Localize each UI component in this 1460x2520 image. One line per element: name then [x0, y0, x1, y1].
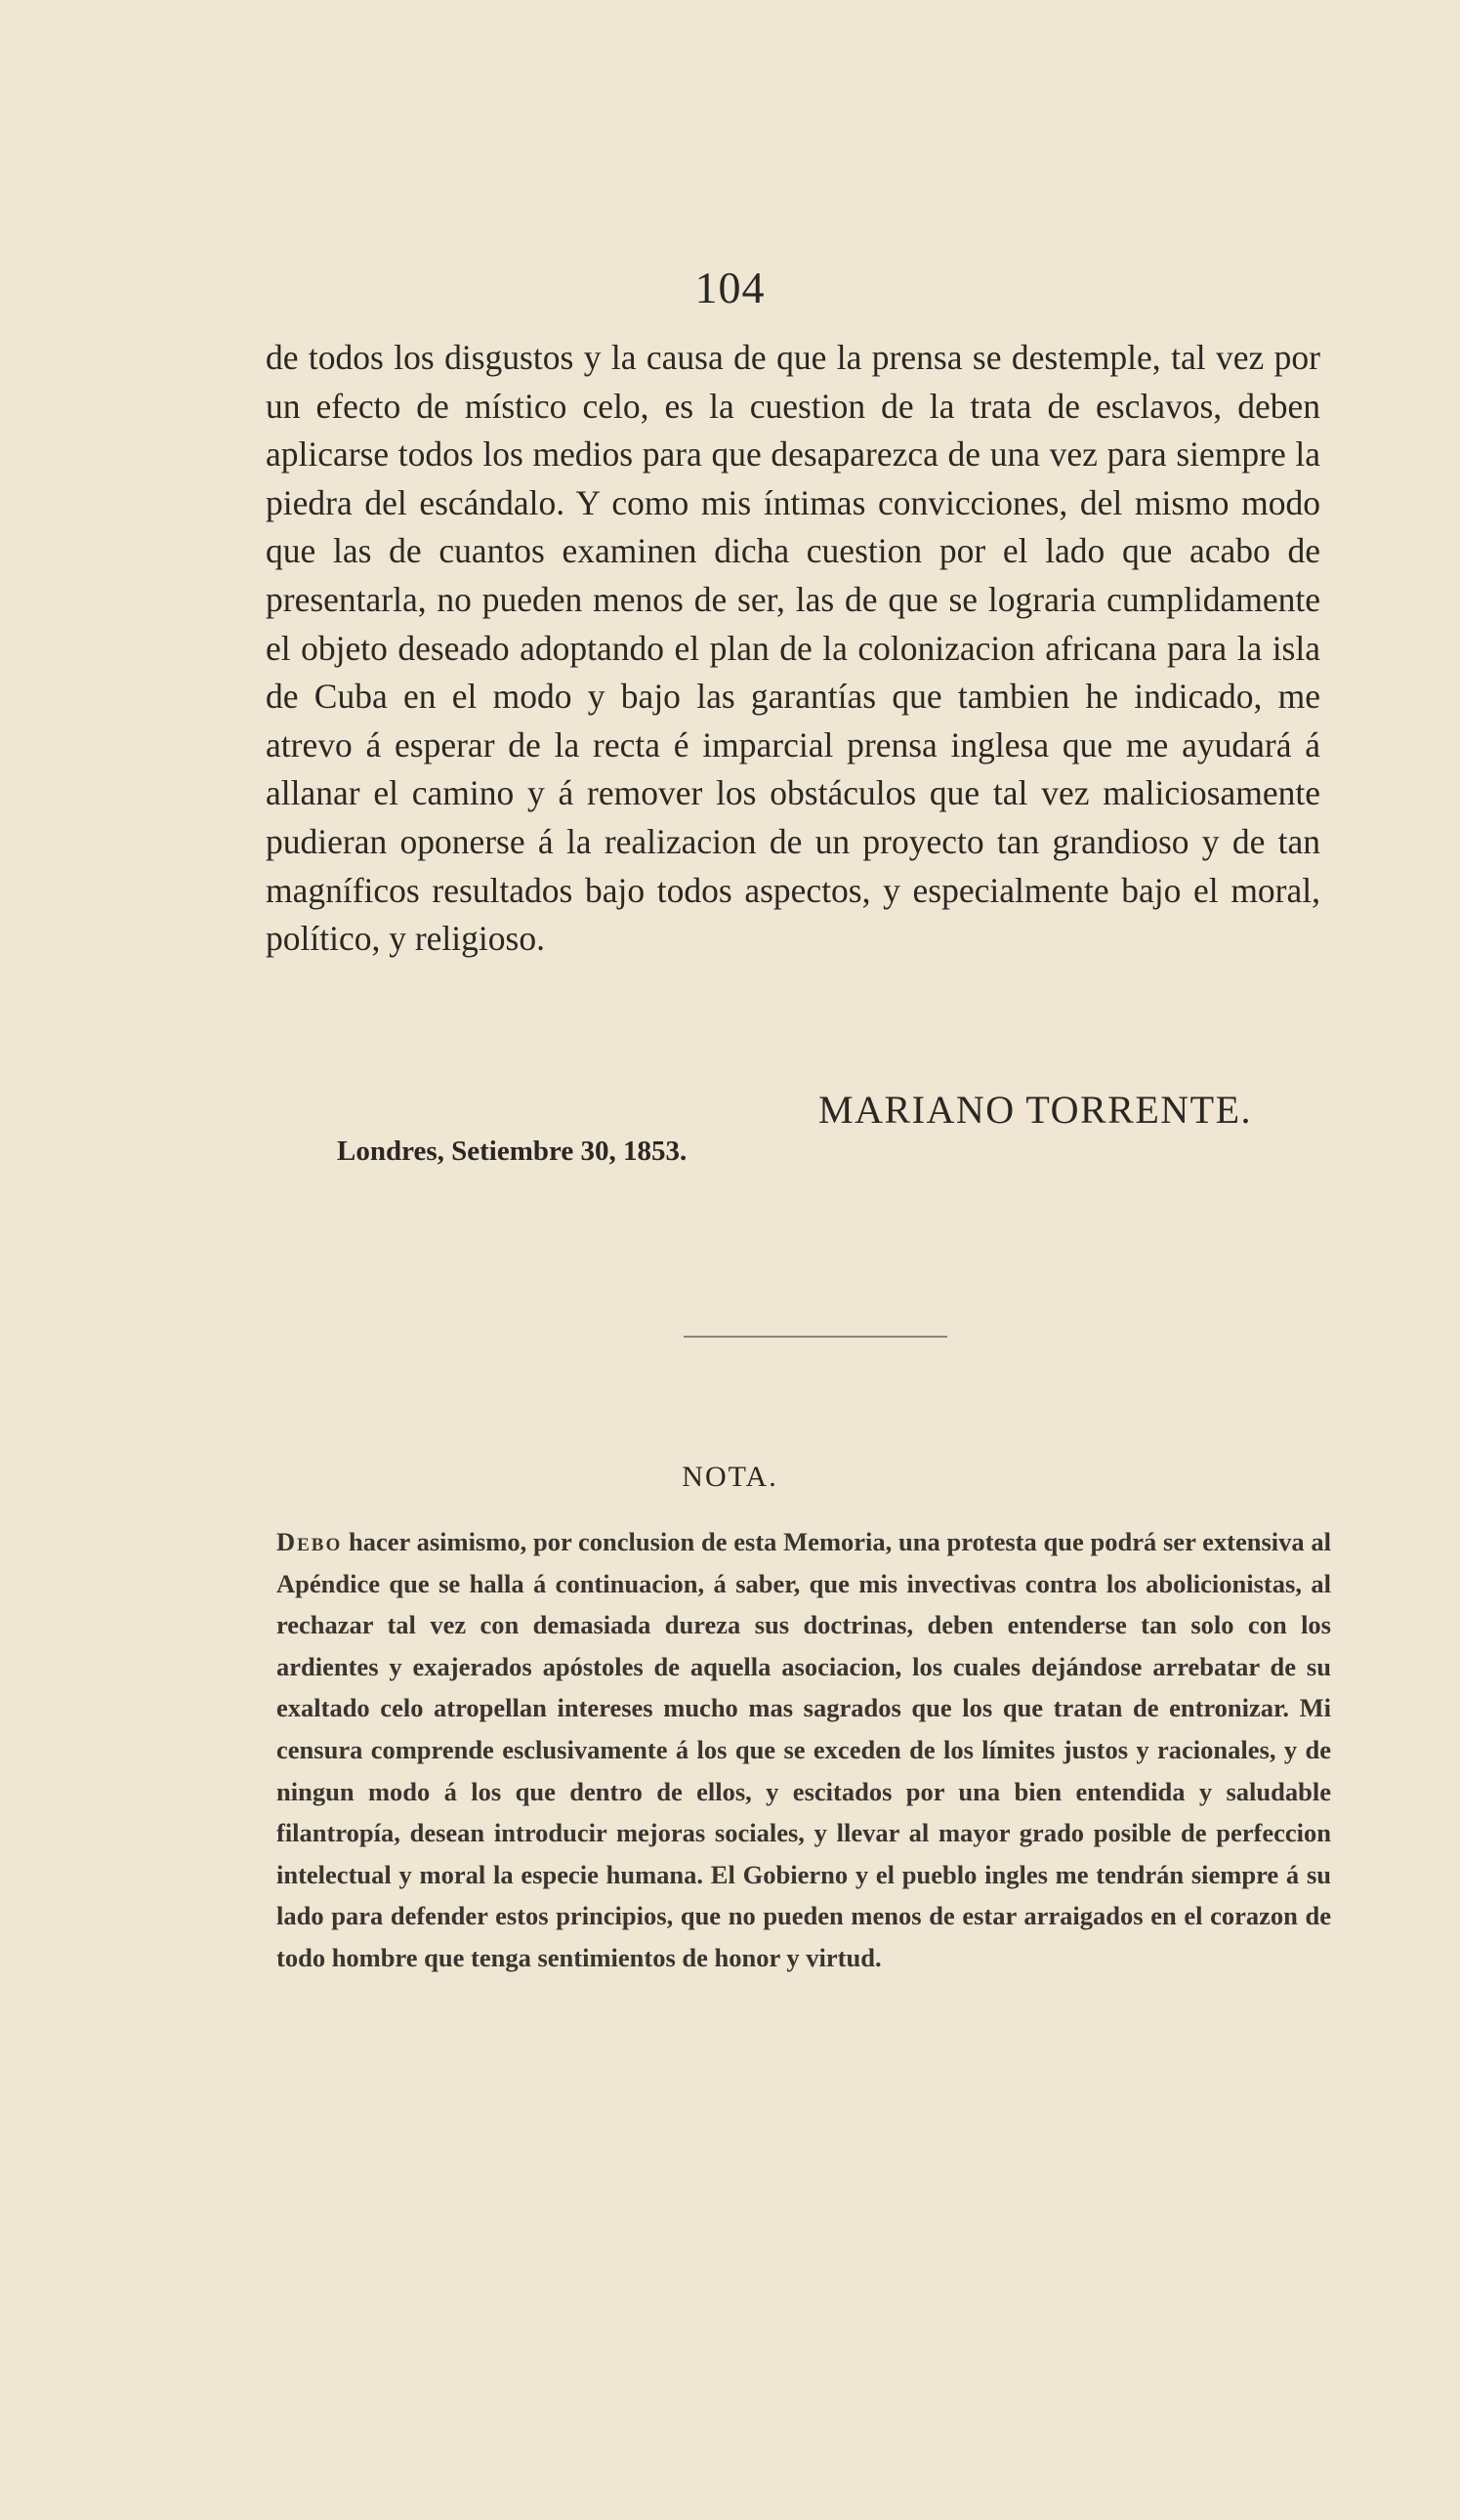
- body-paragraph: de todos los disgustos y la causa de que la prensa se destemple, tal vez por un efecto de místico celo, es la cuestion de la trata de esclavos, deben aplicarse todos los medios para que desaparezca de una vez para siempre la piedra del escándalo. Y como mis íntimas convicciones, del mismo modo que las de cuantos examinen dicha cuestion por el lado que acabo de presentarla, no pueden menos de ser, las de que se lograria cumplidamente el objeto deseado adoptando el plan de la colonizacion africana para la isla de Cuba en el modo y bajo las garantías que tambien he indicado, me atrevo á esperar de la recta é imparcial prensa inglesa que me ayudará á allanar el camino y á remover los obstáculos que tal vez maliciosamente pudieran oponerse á la realizacion de un proyecto tan grandioso y de tan magníficos resultados bajo todos aspectos, y especialmente bajo el moral, político, y religioso.: [266, 338, 1320, 959]
- note-first-word: Debo: [276, 1527, 343, 1556]
- author-signature: MARIANO TORRENTE.: [818, 1088, 1253, 1132]
- dateline: Londres, Setiembre 30, 1853.: [337, 1136, 688, 1167]
- note-title: NOTA.: [682, 1461, 778, 1493]
- section-divider: [684, 1336, 947, 1338]
- note-paragraph: [276, 1521, 1331, 1979]
- note-body: hacer asimismo, por conclusion de esta Memoria, una protesta que podrá ser extensiva al Apéndice que se halla á continuacion, á saber, que mis invectivas contra los abolicionistas, al rechazar tal vez con demasiada dureza sus doctrinas, deben entenderse tan solo con los ardientes y exajerados apóstoles de aquella asociacion, los cuales dejándose arrebatar de su exaltado celo atropellan intereses mucho mas sagrados que los que tratan de entronizar. Mi censura comprende esclusivamente á los que se exceden de los límites justos y racionales, y de ningun modo á los que dentro de ellos, y escitados por una bien entendida y saludable filantropía, desean introducir mejoras sociales, y llevar al mayor grado posible de perfeccion intelectual y moral la especie humana. El Gobierno y el pueblo ingles me tendrán siempre á su lado para defender estos principios, que no pueden menos de estar arraigados en el corazon de todo hombre que tenga sentimientos de honor y virtud.: [276, 1527, 1331, 1972]
- page-number: 104: [694, 263, 766, 312]
